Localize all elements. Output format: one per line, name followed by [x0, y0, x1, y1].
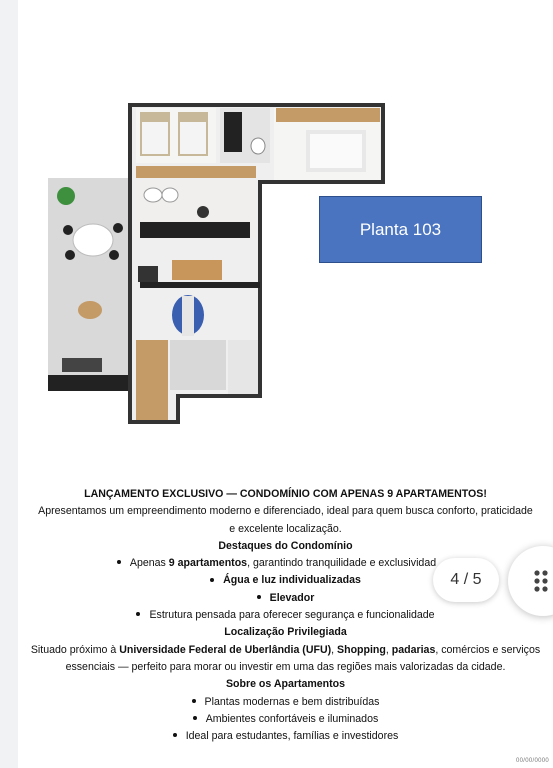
section-title-highlights: Destaques do Condomínio — [218, 539, 353, 552]
section-title-apartments: Sobre os Apartamentos — [225, 678, 346, 691]
headline: LANÇAMENTO EXCLUSIVO — CONDOMÍNIO COM APENAS 9 APARTAMENTOS! — [84, 488, 487, 500]
list-item: Água e luz individualizadas — [18, 572, 553, 589]
bullet-icon — [210, 578, 214, 582]
floor-plan-image — [48, 100, 388, 430]
bullet-icon — [136, 612, 140, 616]
intro-line-1: Apresentamos um empreendimento moderno e diferenciado, ideal para quem busca conforto, praticidade — [38, 505, 533, 518]
bullet-icon — [173, 733, 177, 737]
bullet-icon — [193, 716, 197, 720]
list-item: Ambientes confortáveis e iluminados — [18, 711, 553, 728]
grid-dots-icon — [534, 570, 552, 592]
list-item: Ideal para estudantes, famílias e investidores — [18, 728, 553, 745]
list-item: Estrutura pensada para oferecer segurança e funcionalidade — [18, 607, 553, 624]
bullet-icon — [257, 595, 261, 599]
list-item: Elevador — [18, 590, 553, 607]
page-indicator[interactable]: 4 / 5 — [433, 558, 499, 602]
list-item: Plantas modernas e bem distribuídas — [18, 694, 553, 711]
description-block — [18, 486, 553, 745]
location-line-1: Situado próximo à Universidade Federal de Uberlândia (UFU), Shopping, padarias, comércios e serviços — [30, 643, 541, 656]
intro-line-2: e excelente localização. — [229, 522, 342, 535]
bullet-icon — [117, 560, 121, 564]
list-item: Apenas 9 apartamentos, garantindo tranquilidade e exclusividad — [18, 555, 553, 572]
section-title-location: Localização Privilegiada — [224, 626, 347, 639]
left-edge-strip — [0, 0, 18, 768]
plan-label-badge: Planta 103 — [319, 196, 482, 263]
location-line-2: essenciais — perfeito para morar ou investir em uma das regiões mais valorizadas da cidade. — [65, 660, 506, 673]
bullet-icon — [192, 699, 196, 703]
timestamp-watermark: 00/00/0000 — [515, 758, 549, 764]
